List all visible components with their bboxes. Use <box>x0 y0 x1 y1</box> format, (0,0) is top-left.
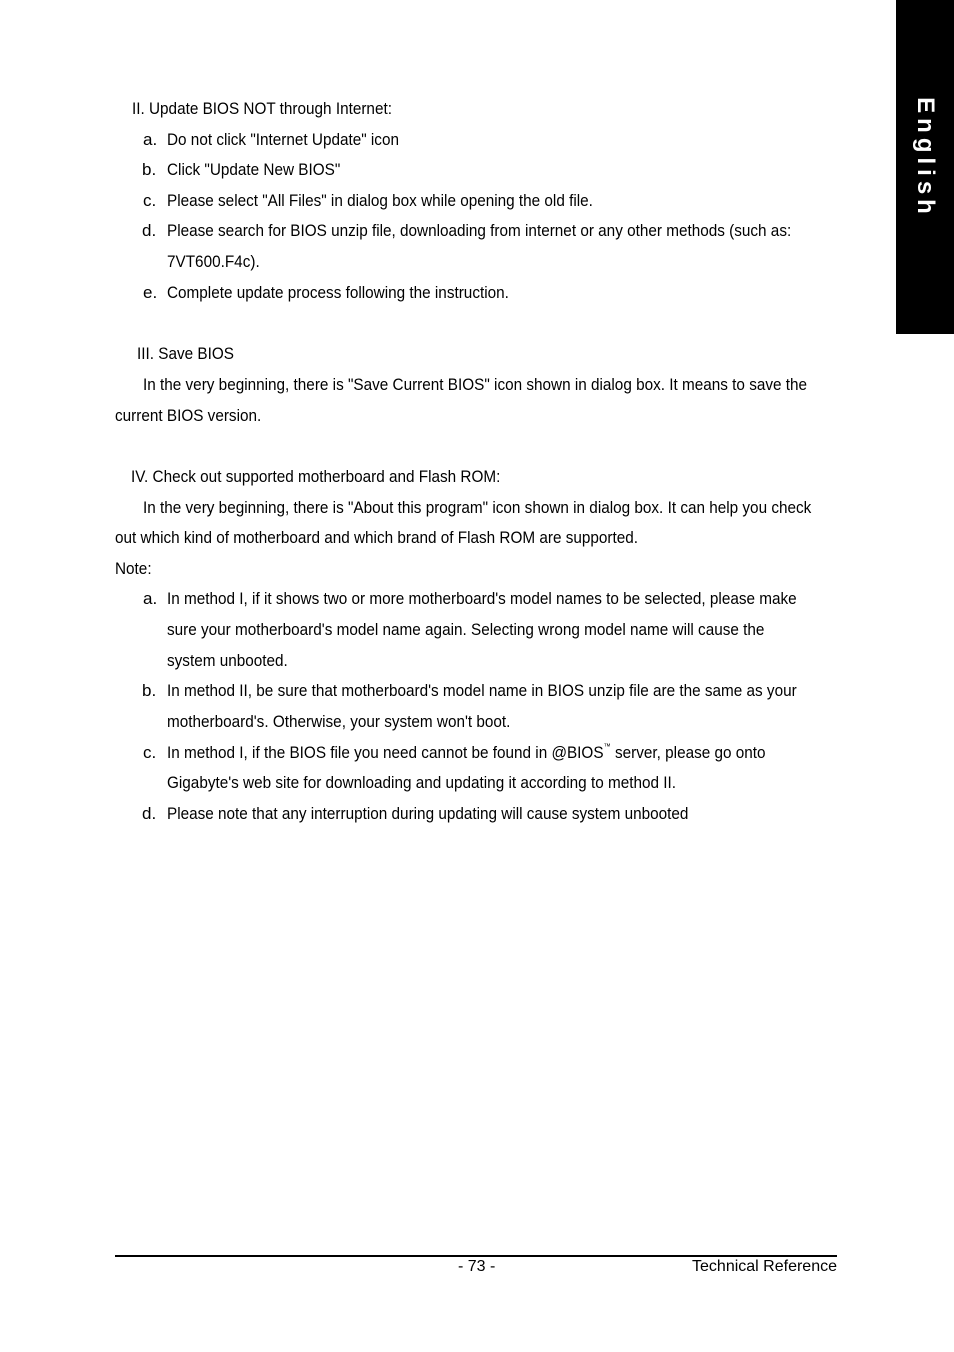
list-item-text: Gigabyte's web site for downloading and updating it according to method II. <box>167 773 676 792</box>
page-number: - 73 - <box>458 1258 496 1275</box>
side-tab-label: English <box>912 97 939 219</box>
list-item-text: motherboard's. Otherwise, your system won't boot. <box>167 712 511 731</box>
paragraph-line: In the very beginning, there is "About this program" icon shown in dialog box. It can help you check <box>143 498 812 517</box>
paragraph-line: current BIOS version. <box>115 406 262 425</box>
list-item-text: Please search for BIOS unzip file, downloading from internet or any other methods (such as: <box>167 221 792 240</box>
list-item-text <box>167 743 766 763</box>
list-item-text: system unbooted. <box>167 651 288 670</box>
list-item-text: sure your motherboard's model name again. Selecting wrong model name will cause the <box>167 620 765 639</box>
section-heading: II. Update BIOS NOT through Internet: <box>132 99 392 118</box>
side-language-tab <box>896 0 954 334</box>
trademark-symbol: ™ <box>603 742 611 751</box>
list-item-text-part: server, please go onto <box>610 743 766 762</box>
paragraph-line: In the very beginning, there is "Save Current BIOS" icon shown in dialog box. It means to save the <box>143 375 808 394</box>
list-item-text: 7VT600.F4c). <box>167 252 260 271</box>
note-label: Note: <box>115 559 152 578</box>
list-item-text: In method I, if it shows two or more motherboard's model names to be selected, please make <box>167 589 797 608</box>
list-marker: a. <box>143 589 158 608</box>
list-item-text: Please select "All Files" in dialog box while opening the old file. <box>167 191 593 210</box>
section-heading: IV. Check out supported motherboard and Flash ROM: <box>131 467 501 486</box>
list-item-text: Do not click "Internet Update" icon <box>167 130 399 149</box>
section-heading: III. Save BIOS <box>137 344 234 363</box>
list-marker: a. <box>143 130 158 149</box>
footer-section-title: Technical Reference <box>692 1258 837 1275</box>
list-marker: d. <box>142 804 157 823</box>
list-marker: c. <box>143 191 157 210</box>
list-item-text-part: In method I, if the BIOS file you need cannot be found in @BIOS <box>167 743 604 762</box>
list-item-text: Complete update process following the instruction. <box>167 283 509 302</box>
list-marker: b. <box>142 160 157 179</box>
list-marker: b. <box>142 681 157 700</box>
list-marker: e. <box>143 283 158 302</box>
list-item-text: Click "Update New BIOS" <box>167 160 341 179</box>
list-item-text: In method II, be sure that motherboard's model name in BIOS unzip file are the same as your <box>167 681 797 700</box>
paragraph-line: out which kind of motherboard and which brand of Flash ROM are supported. <box>115 528 639 547</box>
list-marker: d. <box>142 221 157 240</box>
list-item-text: Please note that any interruption during updating will cause system unbooted <box>167 804 689 823</box>
list-marker: c. <box>143 743 157 762</box>
